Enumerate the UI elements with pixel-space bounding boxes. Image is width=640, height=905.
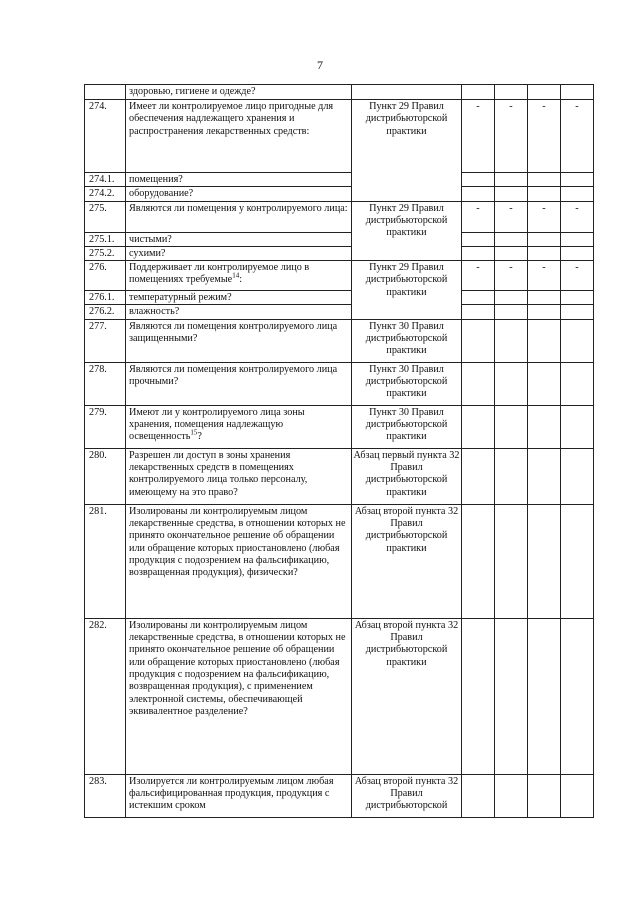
question-text: Являются ли помещения контролируемого лица прочными? [126, 362, 352, 405]
answer-cell [495, 504, 528, 618]
table-row [85, 85, 594, 100]
legal-basis: Абзац первый пункта 32 Правил дистрибьюторской практики [352, 448, 462, 504]
answer-cell [462, 187, 495, 201]
item-number: 283. [85, 774, 126, 817]
answer-cell [561, 448, 594, 504]
answer-cell [495, 618, 528, 774]
item-number: 274. [85, 100, 126, 173]
question-text: Разрешен ли доступ в зоны хранения лекарственных средств в помещениях контролируемого лица только персоналу, имеющему на это право? [126, 448, 352, 504]
answer-cell [462, 291, 495, 305]
answer-cell: - [561, 261, 594, 291]
answer-cell [528, 291, 561, 305]
answer-cell [561, 232, 594, 246]
answer-cell: - [495, 261, 528, 291]
page-number: 7 [317, 58, 323, 72]
answer-cell [528, 232, 561, 246]
footnote-ref: 15 [190, 428, 198, 437]
answer-cell [462, 405, 495, 448]
answer-cell [495, 85, 528, 100]
question-text-main: Имеют ли у контролируемого лица зоны хранения, помещения надлежащую освещенность [129, 406, 305, 443]
question-text: здоровью, гигиене и одежде? [126, 85, 352, 100]
question-text: чистыми? [126, 232, 352, 246]
answer-cell [462, 319, 495, 362]
answer-cell [462, 246, 495, 260]
item-number: 274.1. [85, 173, 126, 187]
item-number: 282. [85, 618, 126, 774]
answer-cell: - [462, 261, 495, 291]
question-text: Изолированы ли контролируемым лицом лекарственные средства, в отношении которых не принято окончательное решение об обращении или обращение которых приостановлено (любая продукция с подозрением на фальсификацию, возвращенная продукция), с применением электронной системы, обеспечивающей эквивалентное разделение? [126, 618, 352, 774]
table-row [85, 100, 594, 173]
answer-cell [462, 504, 495, 618]
answer-cell [528, 362, 561, 405]
answer-cell [561, 618, 594, 774]
table-row [85, 201, 594, 232]
answer-cell [495, 173, 528, 187]
answer-cell [561, 319, 594, 362]
legal-basis [352, 85, 462, 100]
question-text: Изолируется ли контролируемым лицом любая фальсифицированная продукция, продукция с истекшим сроком [126, 774, 352, 817]
answer-cell [495, 187, 528, 201]
answer-cell [528, 85, 561, 100]
table-row [85, 448, 594, 504]
answer-cell [528, 618, 561, 774]
question-text: оборудование? [126, 187, 352, 201]
answer-cell [495, 305, 528, 319]
checklist-table [84, 84, 594, 818]
answer-cell [462, 448, 495, 504]
legal-basis: Пункт 30 Правил дистрибьюторской практики [352, 319, 462, 362]
table-row [85, 261, 594, 291]
legal-basis: Пункт 30 Правил дистрибьюторской практики [352, 405, 462, 448]
answer-cell: - [495, 201, 528, 232]
table-row [85, 305, 594, 319]
answer-cell: - [561, 100, 594, 173]
answer-cell [528, 173, 561, 187]
answer-cell: - [528, 201, 561, 232]
item-number: 278. [85, 362, 126, 405]
table-row [85, 774, 594, 817]
item-number: 275.2. [85, 246, 126, 260]
answer-cell [462, 362, 495, 405]
question-text-tail: ? [197, 431, 202, 443]
answer-cell: - [462, 100, 495, 173]
legal-basis: Абзац второй пункта 32 Правил дистрибьюторской [352, 774, 462, 817]
answer-cell [495, 362, 528, 405]
answer-cell [528, 246, 561, 260]
answer-cell [561, 305, 594, 319]
question-text-tail: : [239, 274, 243, 286]
answer-cell [495, 232, 528, 246]
legal-basis: Пункт 30 Правил дистрибьюторской практики [352, 362, 462, 405]
answer-cell [528, 405, 561, 448]
answer-cell [495, 448, 528, 504]
legal-basis: Пункт 29 Правил дистрибьюторской практики [352, 261, 462, 320]
answer-cell [561, 246, 594, 260]
answer-cell [561, 291, 594, 305]
answer-cell [528, 305, 561, 319]
question-text [126, 261, 352, 291]
item-number: 279. [85, 405, 126, 448]
answer-cell [528, 774, 561, 817]
answer-cell [561, 774, 594, 817]
question-text: Являются ли помещения у контролируемого лица: [126, 201, 352, 232]
item-number: 276.1. [85, 291, 126, 305]
item-number: 274.2. [85, 187, 126, 201]
answer-cell [462, 85, 495, 100]
answer-cell [462, 618, 495, 774]
question-text: температурный режим? [126, 291, 352, 305]
answer-cell: - [462, 201, 495, 232]
table-row [85, 232, 594, 246]
question-text: сухими? [126, 246, 352, 260]
item-number: 275.1. [85, 232, 126, 246]
table-row [85, 618, 594, 774]
answer-cell [495, 774, 528, 817]
answer-cell: - [528, 261, 561, 291]
question-text-main: Поддерживает ли контролируемое лицо в помещениях требуемые [129, 262, 310, 286]
table-row [85, 173, 594, 187]
answer-cell [462, 173, 495, 187]
answer-cell [462, 774, 495, 817]
table-row [85, 187, 594, 201]
question-text: влажность? [126, 305, 352, 319]
question-text [126, 405, 352, 448]
table-row [85, 362, 594, 405]
question-text: Изолированы ли контролируемым лицом лекарственные средства, в отношении которых не принято окончательное решение об обращении или обращение которых приостановлено (любая продукция с подозрением на фальсификацию, возвращенная продукция), физически? [126, 504, 352, 618]
answer-cell [528, 319, 561, 362]
question-text: Имеет ли контролируемое лицо пригодные для обеспечения надлежащего хранения и распространения лекарственных средств: [126, 100, 352, 173]
item-number: 280. [85, 448, 126, 504]
answer-cell [561, 504, 594, 618]
answer-cell [495, 319, 528, 362]
answer-cell [561, 173, 594, 187]
item-number: 281. [85, 504, 126, 618]
question-text: Являются ли помещения контролируемого лица защищенными? [126, 319, 352, 362]
item-number [85, 85, 126, 100]
table-row [85, 246, 594, 260]
answer-cell: - [528, 100, 561, 173]
question-text: помещения? [126, 173, 352, 187]
answer-cell [528, 448, 561, 504]
legal-basis: Абзац второй пункта 32 Правил дистрибьюторской практики [352, 504, 462, 618]
table-row [85, 504, 594, 618]
legal-basis: Пункт 29 Правил дистрибьюторской практики [352, 201, 462, 261]
footnote-ref: 14 [232, 272, 240, 281]
answer-cell: - [495, 100, 528, 173]
item-number: 275. [85, 201, 126, 232]
item-number: 277. [85, 319, 126, 362]
answer-cell [495, 291, 528, 305]
table-row [85, 405, 594, 448]
answer-cell [528, 504, 561, 618]
legal-basis: Абзац второй пункта 32 Правил дистрибьюторской практики [352, 618, 462, 774]
answer-cell [462, 232, 495, 246]
answer-cell [528, 187, 561, 201]
answer-cell [561, 187, 594, 201]
answer-cell [495, 405, 528, 448]
answer-cell [561, 362, 594, 405]
legal-basis: Пункт 29 Правил дистрибьюторской практики [352, 100, 462, 202]
table-row [85, 319, 594, 362]
answer-cell: - [561, 201, 594, 232]
answer-cell [561, 85, 594, 100]
answer-cell [561, 405, 594, 448]
answer-cell [462, 305, 495, 319]
item-number: 276. [85, 261, 126, 291]
item-number: 276.2. [85, 305, 126, 319]
answer-cell [495, 246, 528, 260]
table-row [85, 291, 594, 305]
